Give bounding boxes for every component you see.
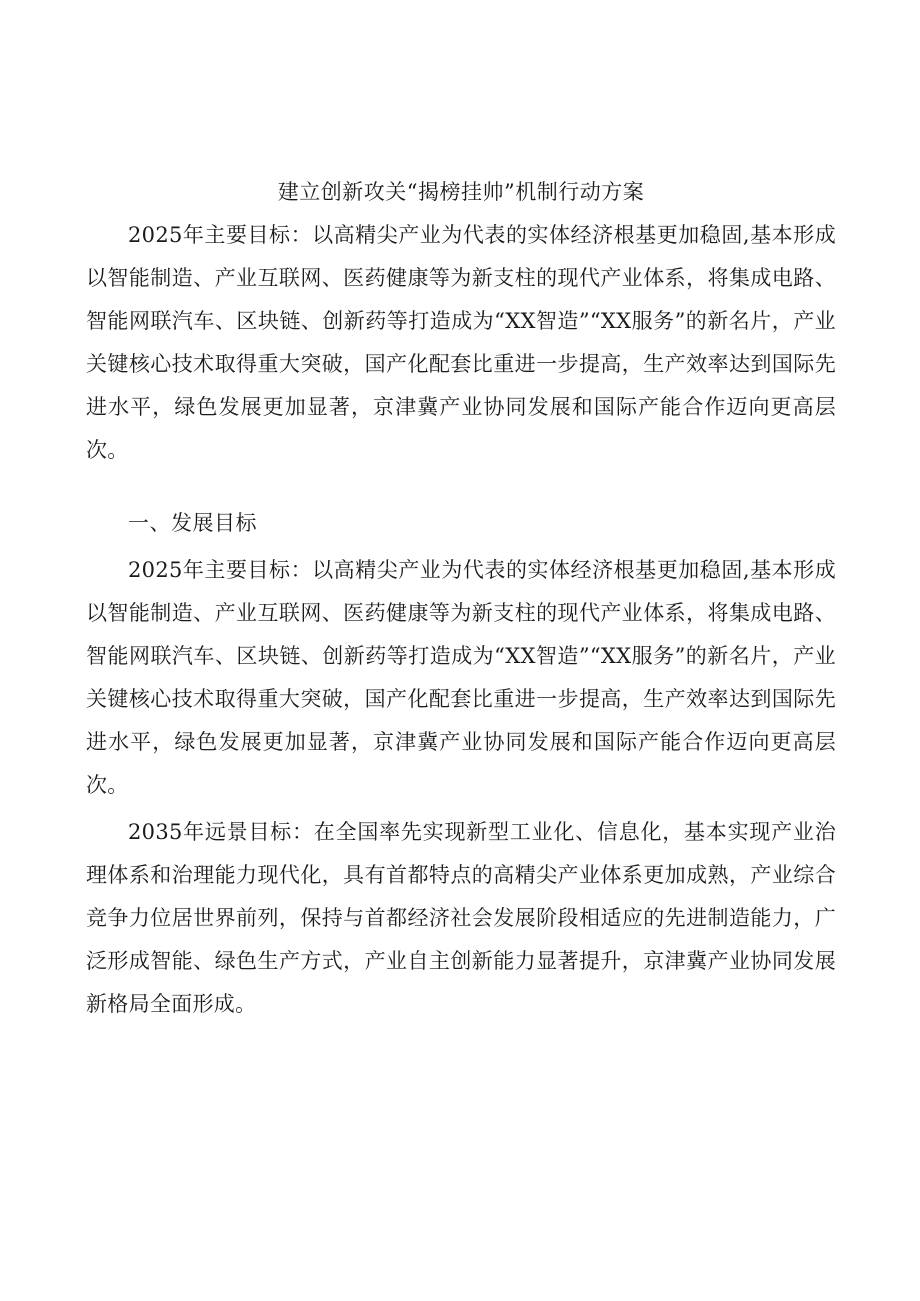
intro-paragraph: 2025年主要目标：以高精尖产业为代表的实体经济根基更加稳固,基本形成以智能制造、产业互联网、医药健康等为新支柱的现代产业体系，将集成电路、智能网联汽车、区块链、创新药等打造成为“XX智造”“XX服务”的新名片，产业关键核心技术取得重大突破，国产化配套比重进一步提高，生产效率达到国际先进水平，绿色发展更加显著，京津冀产业协同发展和国际产能合作迈向更高层次。 <box>86 223 836 462</box>
section-spacer <box>86 472 836 502</box>
document-page <box>86 170 836 1026</box>
section-heading: 一、发展目标 <box>128 511 257 535</box>
section-paragraph-2025-goals: 2025年主要目标：以高精尖产业为代表的实体经济根基更加稳固,基本形成以智能制造、产业互联网、医药健康等为新支柱的现代产业体系，将集成电路、智能网联汽车、区块链、创新药等打造成为“XX智造”“XX服务”的新名片，产业关键核心技术取得重大突破，国产化配套比重进一步提高，生产效率达到国际先进水平，绿色发展更加显著，京津冀产业协同发展和国际产能合作迈向更高层次。 <box>86 558 836 797</box>
section-paragraph-2035-goals: 2035年远景目标：在全国率先实现新型工业化、信息化，基本实现产业治理体系和治理能力现代化，具有首都特点的高精尖产业体系更加成熟，产业综合竞争力位居世界前列，保持与首都经济社会发展阶段相适应的先进制造能力，广泛形成智能、绿色生产方式，产业自主创新能力显著提升，京津冀产业协同发展新格局全面形成。 <box>86 820 836 1016</box>
document-title: 建立创新攻关“揭榜挂帅”机制行动方案 <box>277 180 645 204</box>
